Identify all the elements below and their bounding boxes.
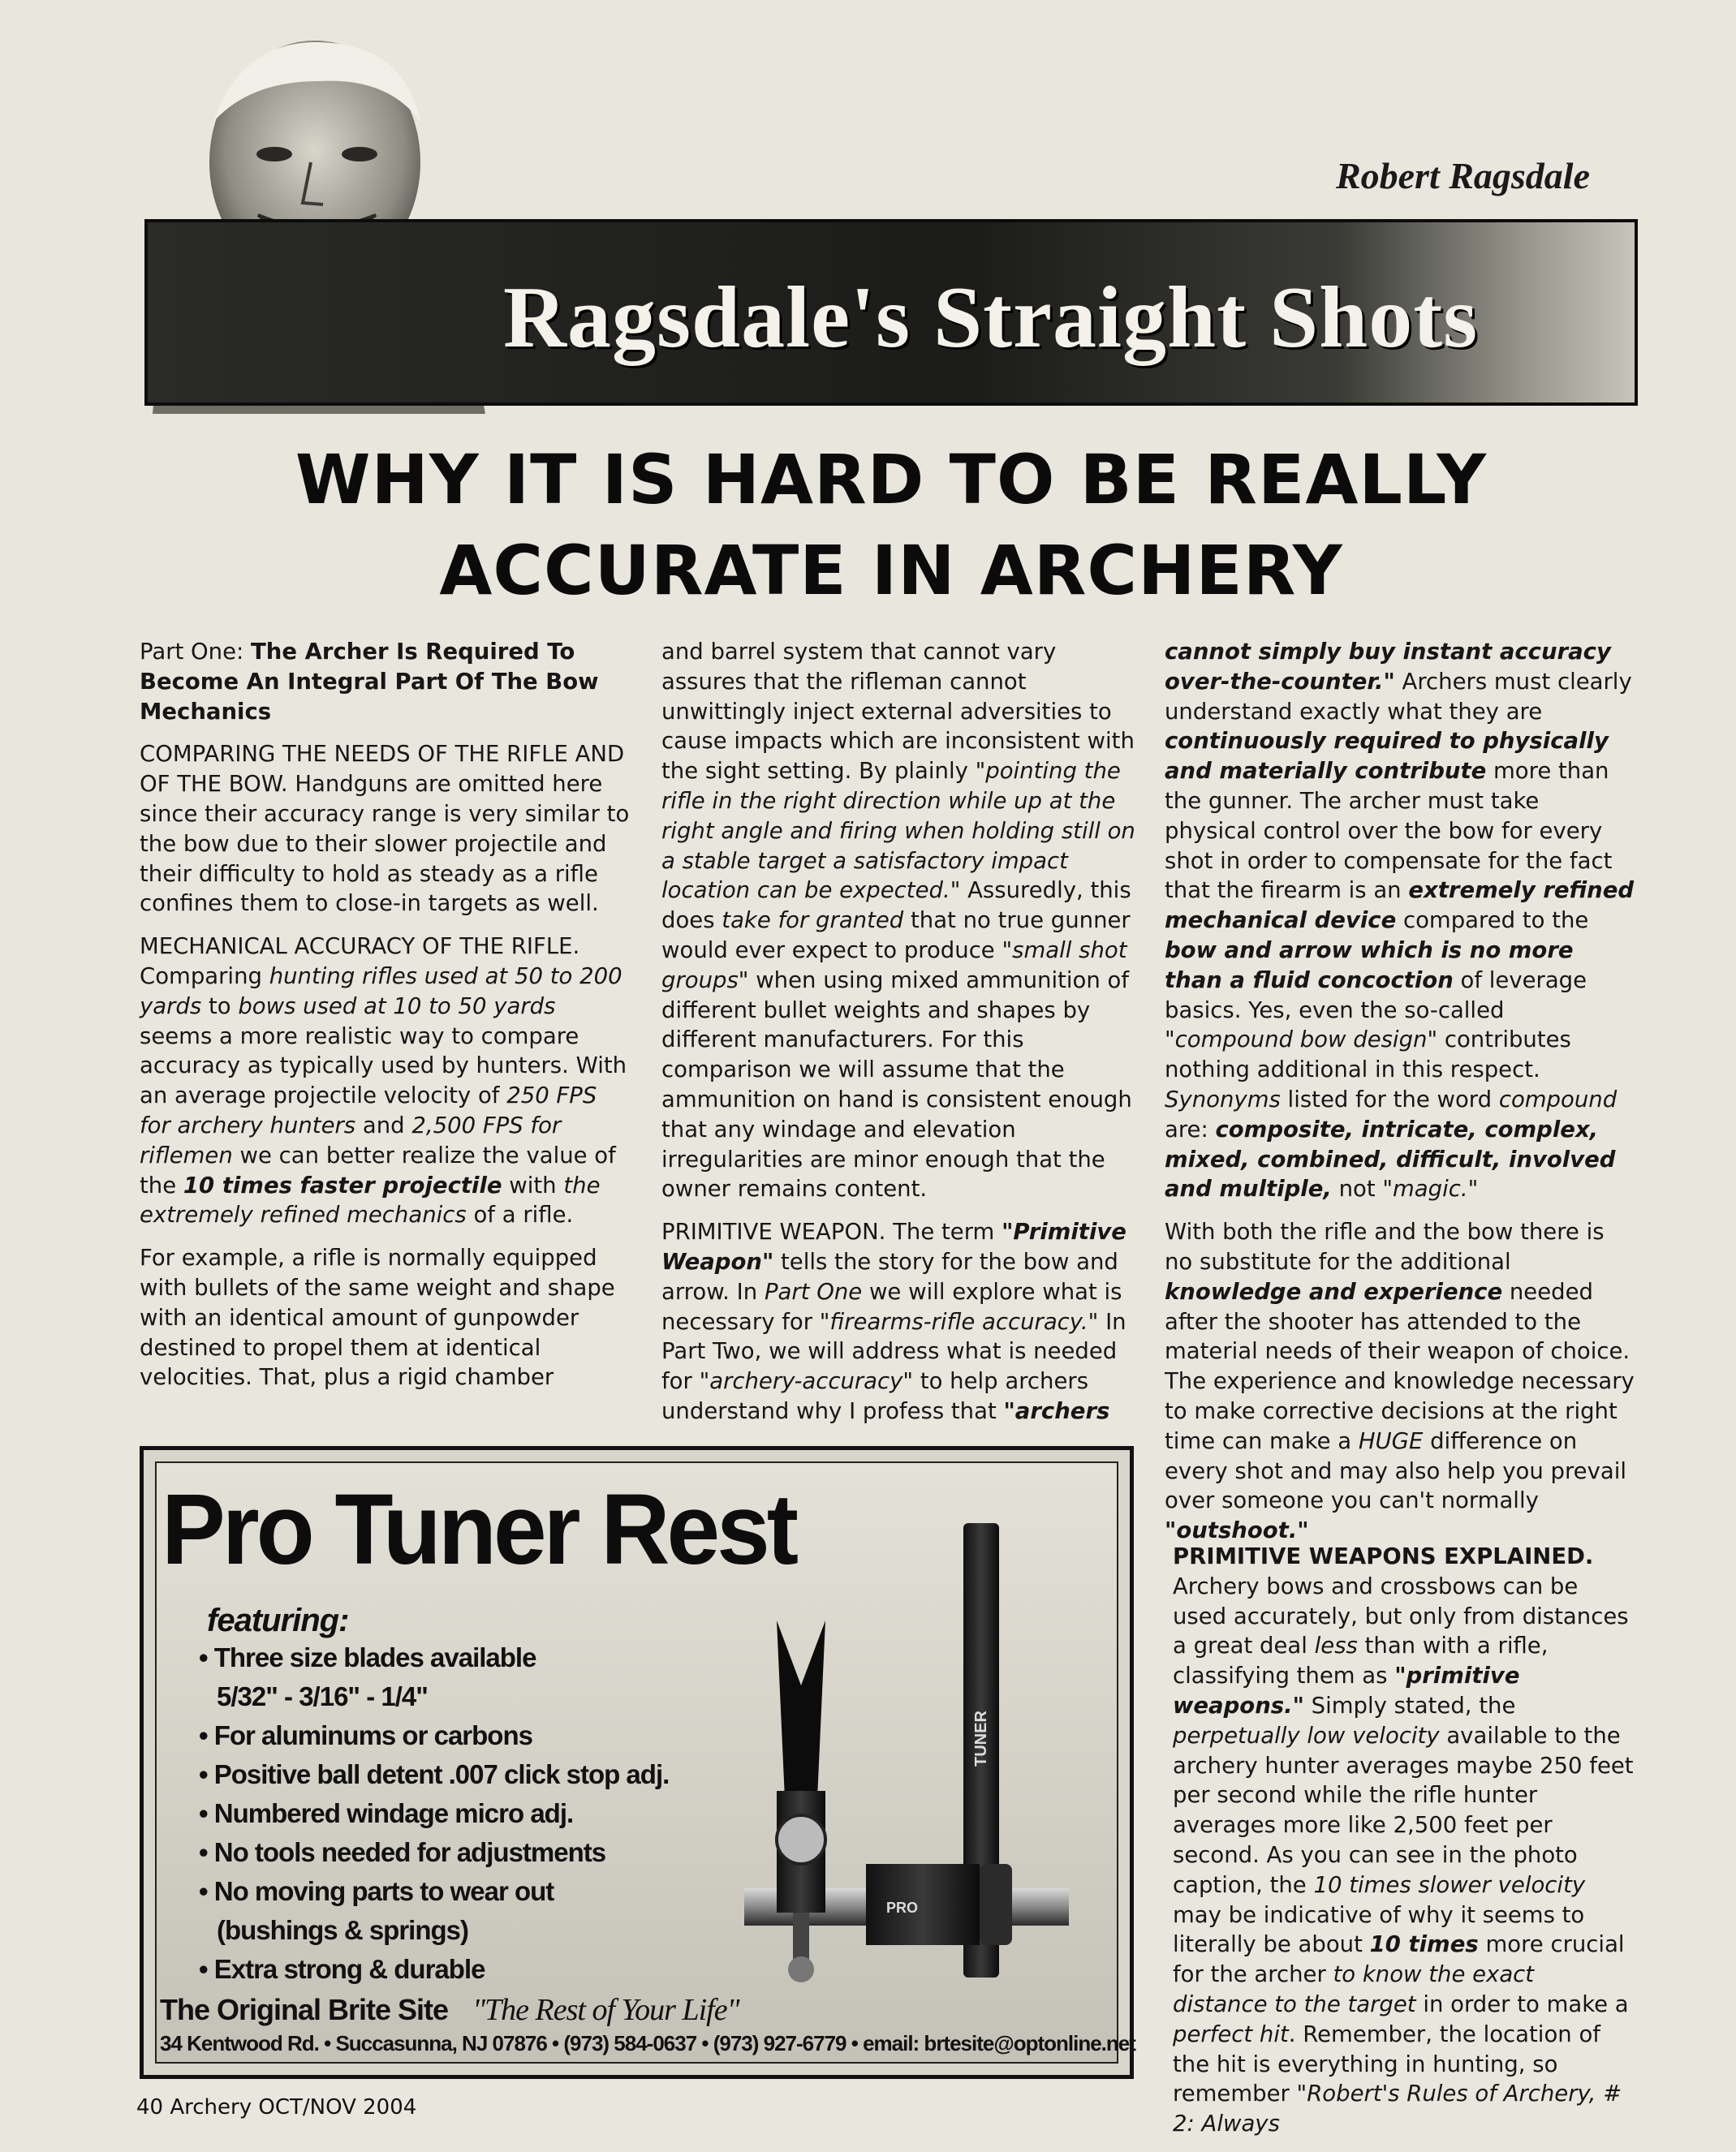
ad-feature-item: • Numbered windage micro adj. — [199, 1794, 669, 1833]
product-label-pro: PRO — [886, 1900, 919, 1916]
byline: Robert Ragsdale — [1335, 155, 1590, 196]
article-column-2 — [661, 637, 1140, 1440]
ad-feature-item: • For aluminums or carbons — [199, 1716, 669, 1755]
ad-featuring-label: featuring: — [207, 1603, 349, 1638]
paragraph: MECHANICAL ACCURACY OF THE RIFLE. Comparing hunting rifles used at 50 to 200 yards to bows used at 10 to 50 yards seems a more realistic way to compare accuracy as typically used by hunters. With an average projectile velocity of 250 FPS for archery hunters and 2,500 FPS for riflemen we can better realize the value of the 10 times faster projectile with the extremely refined mechanics of a rifle. — [140, 933, 627, 1229]
section-heading: PRIMITIVE WEAPONS EXPLAINED. — [1173, 1543, 1594, 1569]
article-column-1 — [140, 637, 631, 1405]
advertisement — [140, 1446, 1134, 2079]
ad-tagline: "The Rest of Your Life" — [472, 1993, 739, 2027]
ad-feature-item: • Extra strong & durable — [199, 1950, 669, 1989]
paragraph: For example, a rifle is normally equipped with bullets of the same weight and shape with an identical amount of gunpowder destined to propel them at identical velocities. That, plus a rigid chamber — [140, 1245, 615, 1391]
ad-brand: The Original Brite Site "The Rest of Your Life" — [160, 1993, 739, 2027]
column-title: Ragsdale's Straight Shots — [503, 269, 1479, 366]
paragraph: PRIMITIVE WEAPON. The term "Primitive Weapon" tells the story for the bow and arrow. In Part One we will explore what is necessary for "firearms-rifle accuracy." In Part Two, we will address what is needed for "archery-accuracy" to help archers understand why I profess that "archers — [661, 1219, 1126, 1424]
ad-contact-info: 34 Kentwood Rd. • Succasunna, NJ 07876 • (973) 584-0637 • (973) 927-6779 • email: brtesite@optonline.net — [160, 2031, 1135, 2055]
headline-line-2: ACCURATE IN ARCHERY — [439, 531, 1343, 610]
paragraph: With both the rifle and the bow there is no substitute for the additional knowledge and experience needed after the shooter has attended to the material needs of their weapon of choice. The experience and knowledge necessary to make corrective decisions at the right time can make a HUGE difference on every shot and may also help you prevail over someone you can't normally "outshoot." — [1165, 1219, 1635, 1544]
ad-feature-list — [199, 1638, 669, 1989]
paragraph: COMPARING THE NEEDS OF THE RIFLE AND OF THE BOW. Handguns are omitted here since their accuracy range is very similar to the bow due to their slower projectile and their difficulty to hold as steady as a rifle confines them to close-in targets as well. — [140, 741, 630, 917]
product-label-tuner: TUNER — [972, 1711, 990, 1767]
ad-feature-item: • Positive ball detent .007 click stop adj. — [199, 1755, 669, 1794]
page-footer: 40 Archery OCT/NOV 2004 — [136, 2095, 417, 2120]
ad-feature-item: • Three size blades available 5/32" - 3/16" - 1/4" — [199, 1638, 669, 1716]
article-column-3-lower — [1173, 1542, 1635, 2152]
paragraph: PRIMITIVE WEAPONS EXPLAINED. Archery bows and crossbows can be used accurately, but only from distances a great deal less than with a rifle, classifying them as "primitive weapons." Simply stated, the perpetually low velocity available to the archery hunter averages maybe 250 feet per second while the rifle hunter averages more like 2,500 feet per second. As you can see in the photo caption, the 10 times slower velocity may be indicative of why it seems to literally be about 10 times more crucial for the archer to know the exact distance to the target in order to make a perfect hit. Remember, the location of the hit is everything in hunting, so remember "Robert's Rules of Archery, # 2: Always — [1173, 1543, 1634, 2137]
ad-feature-item: • No moving parts to wear out (bushings & springs) — [199, 1872, 669, 1950]
paragraph: cannot simply buy instant accuracy over-the-counter." Archers must clearly understand exactly what they are continuously required to physically and materially contribute more than the gunner. The archer must take physical control over the bow for every shot in order to compensate for the fact that the firearm is an extremely refined mechanical device compared to the bow and arrow which is no more than a fluid concoction of leverage basics. Yes, even the so-called "compound bow design" contributes nothing additional in this respect. Synonyms listed for the word compound are: composite, intricate, complex, mixed, combined, difficult, involved and multiple, not "magic." — [1165, 639, 1635, 1203]
ad-title: Pro Tuner Rest — [162, 1473, 796, 1586]
headline-line-1: WHY IT IS HARD TO BE REALLY — [295, 440, 1488, 519]
article-column-3 — [1165, 637, 1635, 1559]
part-heading: Part One: The Archer Is Required To Become An Integral Part Of The Bow Mechanics — [140, 639, 599, 725]
ad-feature-item: • No tools needed for adjustments — [199, 1833, 669, 1872]
paragraph: and barrel system that cannot vary assures that the rifleman cannot unwittingly inject external adversities to cause impacts which are inconsistent with the sight setting. By plainly "pointing the rifle in the right direction while up at the right angle and firing when holding still on a stable target a satisfactory impact location can be expected." Assuredly, this does take for granted that no true gunner would ever expect to produce "small shot groups" when using mixed ammunition of different bullet weights and shapes by different manufacturers. For this comparison we will assume that the ammunition on hand is consistent enough that any windage and elevation irregularities are minor enough that the owner remains content. — [661, 639, 1135, 1203]
arrow-rest-product-image — [679, 1523, 1118, 2010]
article-headline — [144, 434, 1638, 616]
